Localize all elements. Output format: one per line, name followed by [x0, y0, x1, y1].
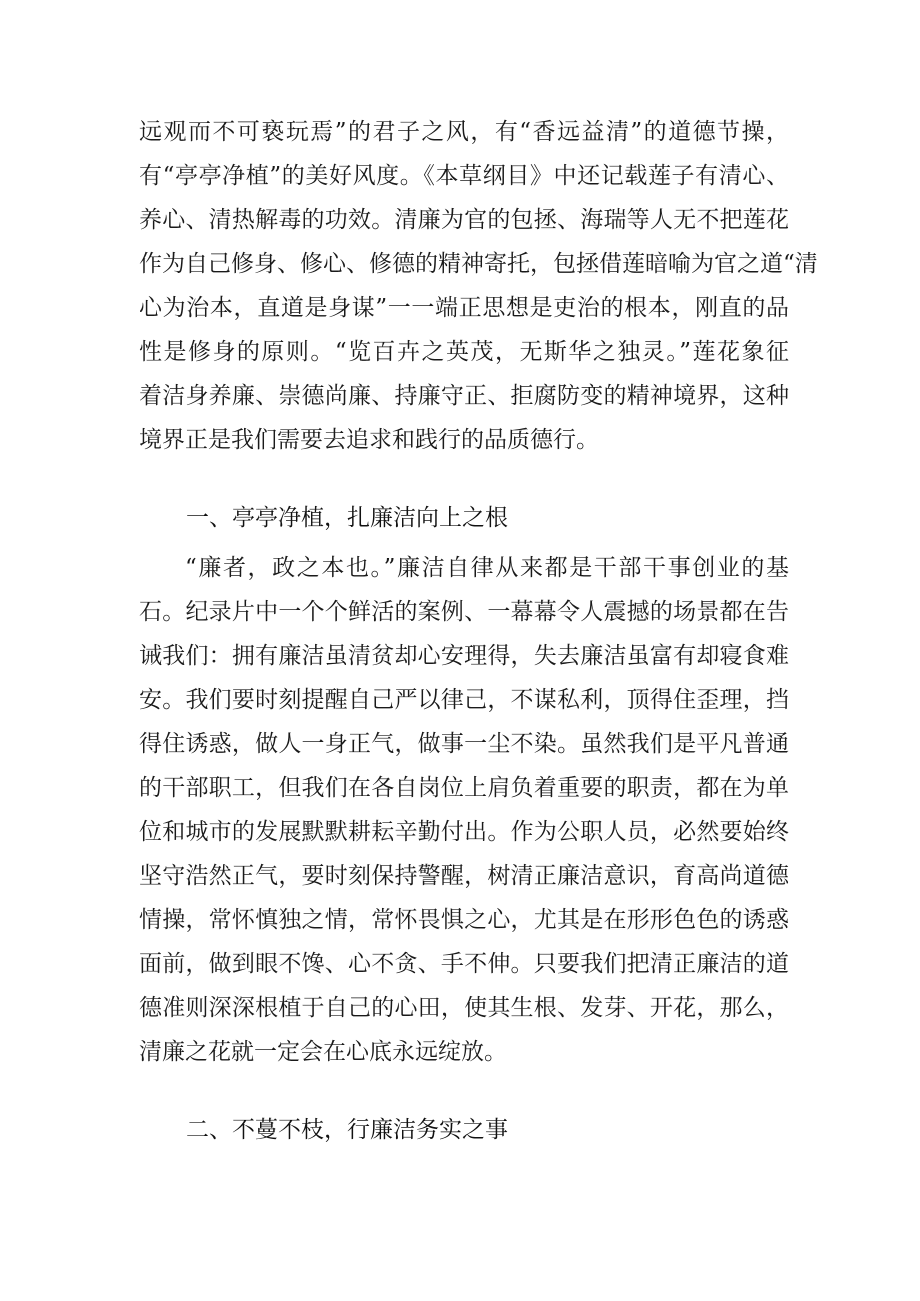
text-line: 着洁身养廉、崇德尚廉、持廉守正、拒腐防变的精神境界，这种	[139, 383, 789, 409]
text-line: 作为自己修身、修心、修德的精神寄托，包拯借莲暗喻为官之道“清	[139, 251, 818, 277]
text-line: 德准则深深根植于自己的心田，使其生根、发芽、开花，那么，	[139, 995, 789, 1021]
section-heading-1: 一、亭亭净植，扎廉洁向上之根	[186, 505, 508, 531]
text-line: 心为治本，直道是身谋”一一端正思想是吏治的根本，刚直的品	[139, 295, 789, 321]
text-line: 境界正是我们需要去追求和践行的品质德行。	[139, 427, 599, 453]
section-heading-2: 二、不蔓不枝，行廉洁务实之事	[186, 1117, 508, 1143]
text-line: 得住诱惑，做人一身正气，做事一尘不染。虽然我们是平凡普通	[139, 731, 789, 757]
text-line: 性是修身的原则。“览百卉之英茂，无斯华之独灵。”莲花象征	[139, 339, 789, 365]
text-line: 坚守浩然正气，要时刻保持警醒，树清正廉洁意识，育高尚道德	[139, 863, 789, 889]
text-line: 情操，常怀慎独之情，常怀畏惧之心，尤其是在形形色色的诱惑	[139, 907, 789, 933]
text-line: 清廉之花就一定会在心底永远绽放。	[139, 1039, 507, 1065]
text-line: 面前，做到眼不馋、心不贪、手不伸。只要我们把清正廉洁的道	[139, 951, 789, 977]
text-line: 养心、清热解毒的功效。清廉为官的包拯、海瑞等人无不把莲花	[139, 207, 789, 233]
text-line: 石。纪录片中一个个鲜活的案例、一幕幕令人震撼的场景都在告	[139, 599, 789, 625]
text-line: 的干部职工，但我们在各自岗位上肩负着重要的职责，都在为单	[139, 775, 789, 801]
text-line: 位和城市的发展默默耕耘辛勤付出。作为公职人员，必然要始终	[139, 819, 789, 845]
text-line: 远观而不可亵玩焉”的君子之风，有“香远益清”的道德节操，	[139, 119, 789, 145]
text-line: 安。我们要时刻提醒自己严以律己，不谋私利，顶得住歪理，挡	[139, 687, 789, 713]
text-line: 诫我们：拥有廉洁虽清贫却心安理得，失去廉洁虽富有却寝食难	[139, 643, 789, 669]
text-line: “廉者，政之本也。”廉洁自律从来都是干部干事创业的基	[185, 555, 789, 581]
text-line: 有“亭亭净植”的美好风度。《本草纲目》中还记载莲子有清心、	[139, 163, 789, 189]
